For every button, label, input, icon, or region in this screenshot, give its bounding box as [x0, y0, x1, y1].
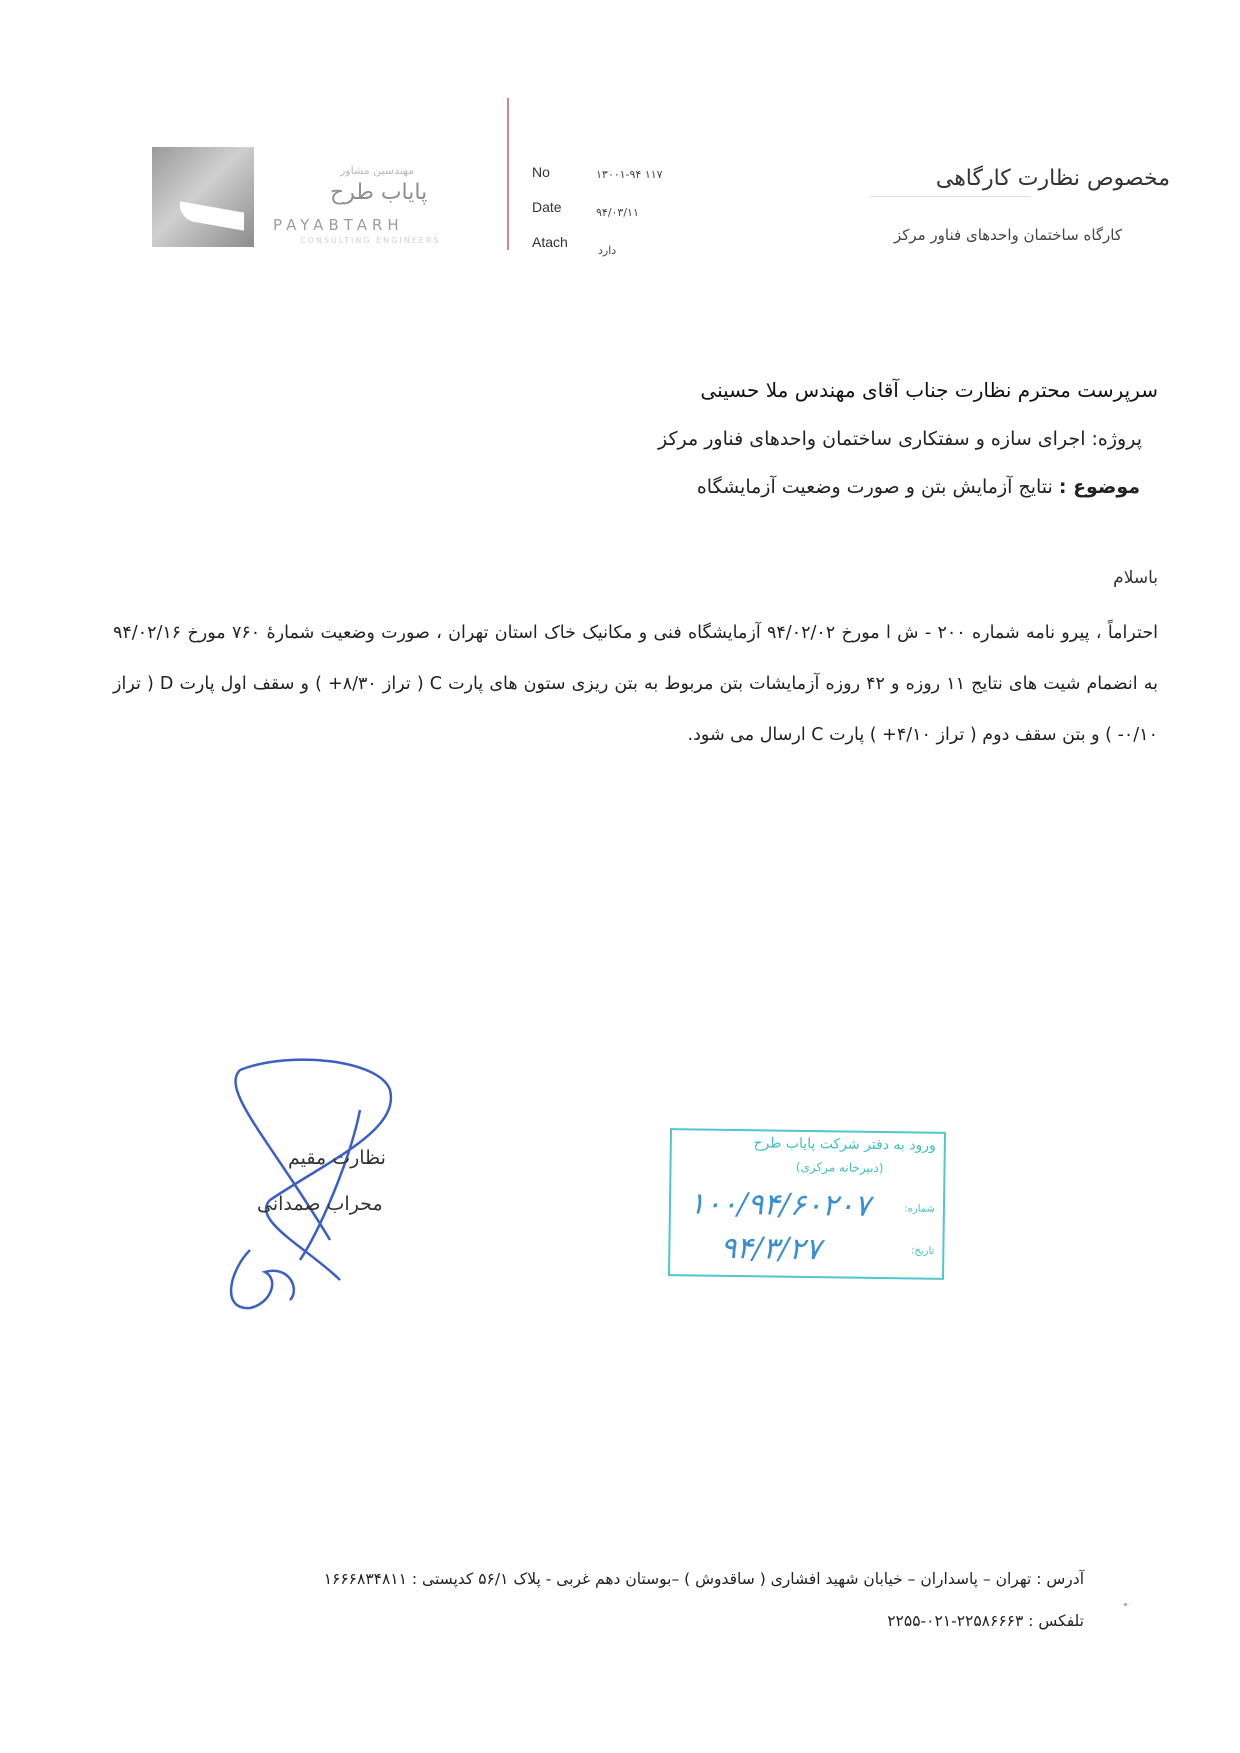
header-divider: [507, 98, 509, 250]
logo-company-fa-small: مهندسین مشاور: [340, 164, 415, 177]
site-name: کارگاه ساختمان واحدهای فناور مرکز: [893, 226, 1122, 244]
meta-no-label: No: [532, 164, 550, 180]
stamp-date-label: تاریخ:: [910, 1245, 935, 1257]
logo-tagline-en: CONSULTING ENGINEERS: [300, 236, 441, 245]
subject-label: موضوع :: [1058, 476, 1140, 498]
subject-text: نتایج آزمایش بتن و صورت وضعیت آزمایشگاه: [696, 476, 1059, 498]
letter-project: پروژه: اجرای سازه و سفتکاری ساختمان واحدهای فناور مرکز: [658, 428, 1142, 450]
stamp-title: ورود به دفتر شرکت پایاب طرح: [753, 1135, 936, 1154]
confidential-underline: [870, 196, 1030, 197]
stamp-subtitle: (دبیرخانه مرکزی): [795, 1159, 884, 1176]
stamp-number-label: شماره:: [904, 1203, 936, 1215]
footer-telfax: تلفکس : ۲۲۵۸۶۶۶۳-۰۲۱-۲۲۵۵: [887, 1612, 1084, 1630]
meta-date-label: Date: [532, 199, 562, 215]
meta-no-value: ۱۳۰۰۱-۹۴ ۱۱۷: [596, 168, 663, 181]
logo-company-en: PAYABTARH: [273, 216, 404, 234]
stamp-number: ۱۰۰/۹۴/۶۰۲۰۷: [688, 1186, 871, 1224]
meta-date-value: ۹۴/۰۳/۱۱: [596, 206, 639, 219]
letter-subject: [697, 476, 1140, 498]
footer-address: آدرس : تهران – پاسداران – خیابان شهید افشاری ( ساقدوش ) –بوستان دهم غربی - پلاک ۵۶/۱ کدپستی : ۱۶۶۶۸۳۴۸۱۱: [323, 1570, 1084, 1588]
signature-scribble: [210, 1050, 410, 1320]
confidential-heading: مخصوص نظارت کارگاهی: [935, 166, 1170, 191]
signature-name: محراب صمدانی: [257, 1193, 383, 1215]
meta-attach-label: Atach: [532, 234, 568, 250]
letter-greeting: باسلام: [1113, 568, 1158, 588]
red-dot-mark: [1124, 1603, 1127, 1606]
signature-role: نظارت مقیم: [288, 1147, 386, 1169]
company-logo-mark: [152, 147, 254, 247]
logo-company-fa: پایاب طرح: [330, 180, 428, 205]
receipt-stamp: [668, 1128, 946, 1280]
meta-attach-value: دارد: [598, 244, 617, 257]
letter-body: احتراماً ، پیرو نامه شماره ۲۰۰ - ش ا مورخ ۹۴/۰۲/۰۲ آزمایشگاه فنی و مکانیک خاک استان تهران ، صورت وضعیت شمارهٔ ۷۶۰ مورخ ۹۴/۰۲/۱۶ به انضمام شیت های نتایج ۱۱ روزه و ۴۲ روزه آزمایشات بتن مربوط به بتن ریزی ستون های پارت C ( تراز ۸/۳۰+ ) و سقف اول پارت D ( تراز ۰/۱۰- ) و بتن سقف دوم ( تراز ۴/۱۰+ ) پارت C ارسال می شود.: [113, 623, 1159, 745]
stamp-date: ۹۴/۳/۲۷: [720, 1230, 822, 1268]
letter-addressee: سرپرست محترم نظارت جناب آقای مهندس ملا حسینی: [700, 378, 1158, 402]
